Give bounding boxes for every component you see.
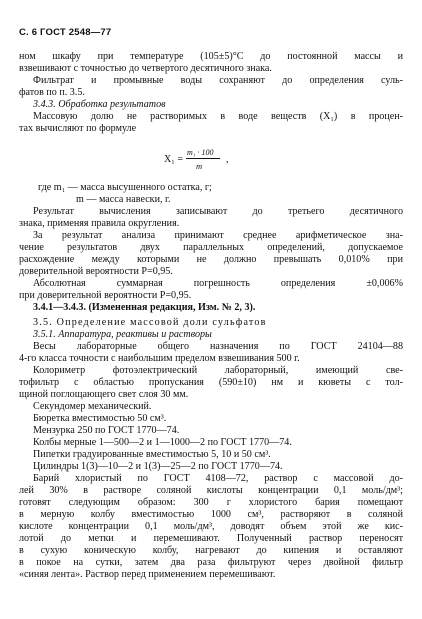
running-header: С. 6 ГОСТ 2548—77 [19, 27, 112, 38]
text-line: где m₁ — масса высушенного остатка, г; [38, 182, 212, 193]
text-line: фатов по п. 3.5. [19, 87, 85, 98]
text-line: 4-го класса точности с наибольшим пределом взвешивания 500 г. [19, 353, 300, 364]
text-line: За результат анализа принимают среднее арифметическое зна- [33, 230, 403, 241]
text-line: в мерную колбу вместимостью 1000 см³, растворяют в соляной [19, 509, 403, 520]
text-line: Пипетки градуированные вместимостью 5, 10 и 50 см³. [33, 449, 271, 460]
fraction-bar [186, 158, 220, 159]
text-line: Фильтрат и промывные воды сохраняют до определения суль- [33, 75, 403, 86]
text-line: Абсолютная суммарная погрешность определения ±0,006% [33, 278, 403, 289]
text-line: щиной поглощающего свет слоя 30 мм. [19, 389, 189, 400]
text-line: Массовую долю не растворимых в воде веществ (X₁) в процен- [33, 111, 403, 122]
text-line: Весы лабораторные общего назначения по ГОСТ 24104—88 [33, 341, 403, 352]
text-line: Секундомер механический. [33, 401, 152, 412]
text-line: лей 30% в растворе соляной кислоты концентрации 0,1 моль/дм³; [19, 485, 403, 496]
text-line: Барий хлористый по ГОСТ 4108—72, раствор с массовой до- [33, 473, 403, 484]
text-line: Мензурка 250 по ГОСТ 1770—74. [33, 425, 180, 436]
text-line: готовят следующим образом: 300 г хлористого бария помещают [19, 497, 403, 508]
text-line: знака, применяя правила округления. [19, 218, 180, 229]
text-line: в покое на сутки, затем два раза фильтруют через двойной фильтр [19, 557, 403, 568]
section-heading: 3.4.3. Обработка результатов [33, 99, 166, 110]
text-line: чение результатов двух параллельных определений, допускаемое [19, 242, 403, 253]
text-line: лотой до метки и перемешивают. Полученный раствор переносят [19, 533, 403, 544]
text-line: в сухую коническую колбу, нагревают до кипения и оставляют [19, 545, 403, 556]
text-line: «синяя лента». Раствор перед применением перемешивают. [19, 569, 276, 580]
text-line: доверительной вероятности P=0,95. [19, 266, 173, 277]
formula-denominator: m [196, 161, 203, 171]
text-line: Результат вычисления записывают до третьего десятичного [33, 206, 403, 217]
section-heading: 3.5.1. Аппаратура, реактивы и растворы [33, 329, 212, 340]
text-line: Цилиндры 1(3)—10—2 и 1(3)—25—2 по ГОСТ 1770—74. [33, 461, 283, 472]
text-line: Колориметр фотоэлектрический лабораторный, имеющий све- [33, 365, 403, 376]
text-line: тофильтр с областью пропускания (590±10) нм и кюветы с тол- [19, 377, 403, 388]
formula-numerator: m₁ · 100 [187, 148, 214, 157]
formula-trail: , [226, 154, 229, 165]
text-line: Колбы мерные 1—500—2 и 1—1000—2 по ГОСТ 1770—74. [33, 437, 292, 448]
amendment-note: 3.4.1—3.4.3. (Измененная редакция, Изм. № 2, 3). [33, 302, 256, 313]
text-line: расхождение между которыми не должно превышать 0,010% при [19, 254, 403, 265]
text-line: взвешивают с точностью до четвертого десятичного знака. [19, 63, 272, 74]
section-heading: 3.5. Определение массовой доли сульфатов [33, 317, 267, 328]
text-line: m — масса навески, г. [76, 194, 171, 205]
text-line: при доверительной вероятности P=0,95. [19, 290, 192, 301]
text-line: Бюретка вместимостью 50 см³. [33, 413, 167, 424]
text-line: кислоте концентрации 0,1 моль/дм³, доводят объем этой же кис- [19, 521, 403, 532]
formula-lhs: X₁ = [164, 154, 184, 165]
text-line: ном шкафу при температуре (105±5)°С до постоянной массы и [19, 51, 403, 62]
text-line: тах вычисляют по формуле [19, 123, 137, 134]
